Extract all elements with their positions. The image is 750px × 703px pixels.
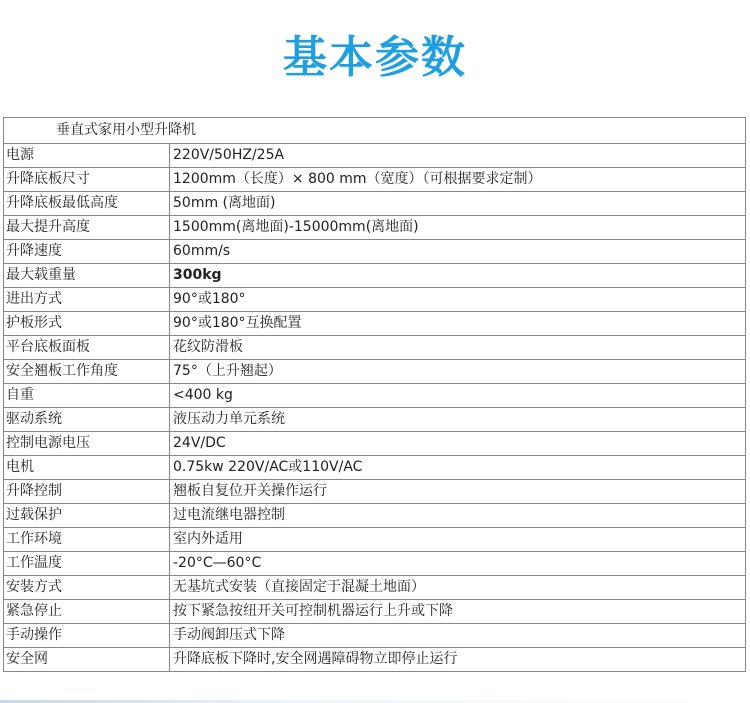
spec-label: 护板形式: [4, 312, 170, 336]
spec-label: 驱动系统: [4, 408, 170, 432]
spec-value: 过电流继电器控制: [170, 504, 746, 528]
table-row: [4, 384, 746, 408]
spec-label: 升降底板尺寸: [4, 168, 170, 192]
table-row: [4, 336, 746, 360]
spec-value: 75°（上升翘起）: [170, 360, 746, 384]
spec-value: 花纹防滑板: [170, 336, 746, 360]
spec-label: 控制电源电压: [4, 432, 170, 456]
spec-label: 自重: [4, 384, 170, 408]
spec-label: 手动操作: [4, 624, 170, 648]
spec-label: 升降速度: [4, 240, 170, 264]
spec-value: <400 kg: [170, 384, 746, 408]
table-header-row: [4, 118, 746, 144]
table-row: [4, 360, 746, 384]
spec-value: 升降底板下降时,安全网遇障碍物立即停止运行: [170, 648, 746, 672]
spec-label: 升降控制: [4, 480, 170, 504]
spec-value: 按下紧急按纽开关可控制机器运行上升或下降: [170, 600, 746, 624]
spec-label: 安装方式: [4, 576, 170, 600]
spec-table: [3, 117, 746, 672]
spec-value: 24V/DC: [170, 432, 746, 456]
table-row: [4, 456, 746, 480]
spec-value: 90°或180°: [170, 288, 746, 312]
spec-value: 无基坑式安装（直接固定于混凝土地面）: [170, 576, 746, 600]
spec-value: 50mm (离地面): [170, 192, 746, 216]
table-row: [4, 480, 746, 504]
table-row: [4, 432, 746, 456]
table-row: [4, 144, 746, 168]
table-row: [4, 168, 746, 192]
spec-label: 最大载重量: [4, 264, 170, 288]
table-row: [4, 600, 746, 624]
page-title: 基本参数: [283, 32, 467, 83]
table-row: [4, 216, 746, 240]
table-row: [4, 648, 746, 672]
spec-value: 90°或180°互换配置: [170, 312, 746, 336]
spec-label: 工作温度: [4, 552, 170, 576]
spec-label: 电源: [4, 144, 170, 168]
spec-label: 安全翘板工作角度: [4, 360, 170, 384]
table-row: [4, 240, 746, 264]
spec-value: 60mm/s: [170, 240, 746, 264]
product-name: 垂直式家用小型升降机: [4, 118, 746, 144]
spec-label: 紧急停止: [4, 600, 170, 624]
table-row: [4, 288, 746, 312]
spec-value: 液压动力单元系统: [170, 408, 746, 432]
spec-label: 升降底板最低高度: [4, 192, 170, 216]
spec-label: 进出方式: [4, 288, 170, 312]
spec-value: 手动阀卸压式下降: [170, 624, 746, 648]
spec-value: 220V/50HZ/25A: [170, 144, 746, 168]
spec-label: 工作环境: [4, 528, 170, 552]
spec-value: 1500mm(离地面)-15000mm(离地面): [170, 216, 746, 240]
table-row: [4, 504, 746, 528]
table-row: [4, 264, 746, 288]
spec-label: 平台底板面板: [4, 336, 170, 360]
table-row: [4, 624, 746, 648]
spec-label: 过载保护: [4, 504, 170, 528]
table-row: [4, 312, 746, 336]
spec-value: 翘板自复位开关操作运行: [170, 480, 746, 504]
table-row: [4, 408, 746, 432]
spec-value: -20°C—60°C: [170, 552, 746, 576]
table-row: [4, 528, 746, 552]
spec-label: 最大提升高度: [4, 216, 170, 240]
spec-value: 1200mm（长度）× 800 mm（宽度）（可根据要求定制）: [170, 168, 746, 192]
spec-label: 电机: [4, 456, 170, 480]
spec-value: 室内外适用: [170, 528, 746, 552]
table-row: [4, 576, 746, 600]
spec-label: 安全网: [4, 648, 170, 672]
table-row: [4, 552, 746, 576]
spec-value: 0.75kw 220V/AC或110V/AC: [170, 456, 746, 480]
spec-value: 300kg: [170, 264, 746, 288]
table-row: [4, 192, 746, 216]
